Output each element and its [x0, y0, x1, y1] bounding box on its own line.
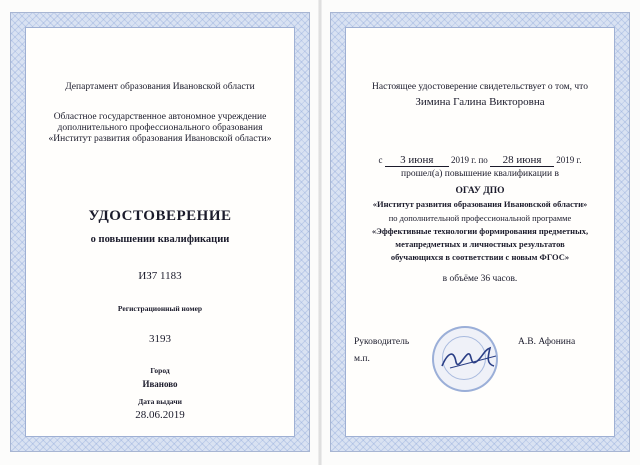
document-subtitle: о повышении квалификации [90, 234, 230, 245]
organization-short: ОГАУ ДПО [455, 186, 505, 196]
left-page-body [25, 27, 295, 437]
person-name: Зимина Галина Викторовна [415, 96, 545, 108]
reg-number: 3193 [149, 333, 171, 345]
page-fold [318, 0, 322, 465]
completed-text: прошел(а) повышение квалификации в [401, 169, 559, 179]
organization-full: «Институт развития образования Ивановской области» [372, 199, 588, 209]
serial-number: ИЗ7 1183 [138, 270, 182, 282]
to-prefix: по [478, 155, 488, 165]
document-title: УДОСТОВЕРЕНИЕ [88, 208, 232, 224]
end-date: 28 июня [490, 154, 554, 167]
from-prefix: с [378, 155, 383, 165]
issue-date: 28.06.2019 [135, 409, 185, 421]
signature-image [438, 344, 500, 374]
program-line-3: обучающихся в соответствии с новым ФГОС» [390, 252, 570, 262]
intro-text: Настоящее удостоверение свидетельствует о том, что [372, 82, 588, 92]
institution-line-3: «Институт развития образования Ивановской области» [48, 134, 272, 144]
training-volume: в объёме 36 часов. [442, 274, 518, 284]
right-page [330, 12, 630, 452]
reg-number-label: Регистрационный номер [117, 304, 203, 313]
left-page [10, 12, 310, 452]
institution-line-1: Областное государственное автономное учреждение [53, 112, 267, 122]
study-period [366, 154, 594, 167]
right-page-body [345, 27, 615, 437]
start-year: 2019 г. [451, 155, 477, 165]
stamp-place-label: м.п. [354, 354, 370, 364]
department-name: Департамент образования Ивановской области [65, 82, 255, 92]
head-label: Руководитель [354, 337, 410, 347]
institution-line-2: дополнительного профессионального образования [57, 123, 263, 133]
head-name: А.В. Афонина [518, 337, 576, 347]
issue-date-label: Дата выдачи [138, 397, 182, 406]
city-label: Город [150, 366, 170, 375]
program-line-1: «Эффективные технологии формирования предметных, [371, 226, 589, 236]
start-date: 3 июня [385, 154, 449, 167]
program-line-2: метапредметных и личностных результатов [395, 239, 565, 249]
program-intro: по дополнительной профессиональной программе [388, 213, 572, 223]
end-year: 2019 г. [556, 155, 582, 165]
city: Иваново [142, 379, 178, 389]
